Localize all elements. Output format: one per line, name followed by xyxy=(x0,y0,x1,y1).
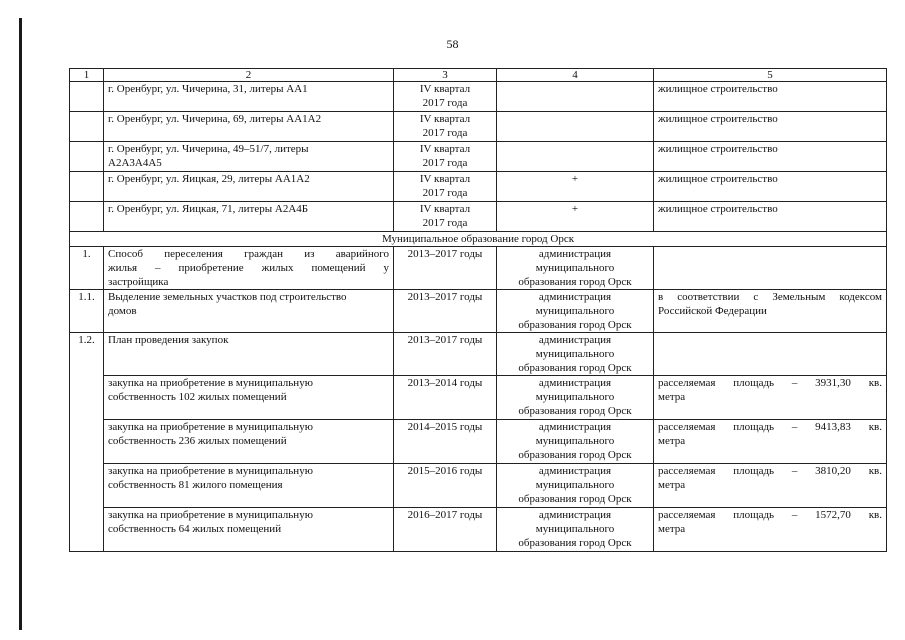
period-line: 2017 года xyxy=(422,187,468,199)
column-4-cell: + xyxy=(497,172,654,202)
note-cell xyxy=(654,290,887,333)
description-line: закупка на приобретение в муниципальную xyxy=(108,465,313,477)
executor-line: администрация xyxy=(538,465,612,477)
location-line: А2А3А4А5 xyxy=(108,157,162,169)
description-line: закупка на приобретение в муниципальную xyxy=(108,377,313,389)
period-line: IV квартал xyxy=(419,173,471,185)
purpose-cell: жилищное строительство xyxy=(654,82,887,112)
section-row xyxy=(70,232,887,247)
description-line: собственность 102 жилых помещений xyxy=(108,391,287,403)
period-cell xyxy=(394,142,497,172)
purpose-cell: жилищное строительство xyxy=(654,142,887,172)
description-cell xyxy=(104,247,394,290)
note-line: расселяемая площадь – 9413,83 кв. xyxy=(658,421,882,433)
executor-cell xyxy=(497,290,654,333)
executor-line: образования город Орск xyxy=(518,362,632,374)
period-line: IV квартал xyxy=(419,113,471,125)
description-line: закупка на приобретение в муниципальную xyxy=(108,421,313,433)
executor-line: муниципального xyxy=(535,391,615,403)
row-number: 1.1. xyxy=(70,290,104,333)
executor-line: муниципального xyxy=(535,348,615,360)
column-4-cell xyxy=(497,112,654,142)
note-line: в соответствии с Земельным кодексом xyxy=(658,291,882,303)
row-number xyxy=(70,202,104,232)
period-cell: 2015–2016 годы xyxy=(394,464,497,508)
header-cell: 5 xyxy=(654,69,887,82)
executor-cell xyxy=(497,376,654,420)
executor-cell xyxy=(497,508,654,552)
note-line: расселяемая площадь – 3810,20 кв. xyxy=(658,465,882,477)
row-number xyxy=(70,172,104,202)
executor-line: администрация xyxy=(538,248,612,260)
description-line: Способ переселения граждан из аварийного xyxy=(108,248,389,260)
table-row xyxy=(70,142,887,172)
table-header-row xyxy=(70,69,887,82)
table-row xyxy=(70,202,887,232)
description-cell xyxy=(104,508,394,552)
location-cell: г. Оренбург, ул. Яицкая, 71, литеры А2А4Б xyxy=(104,202,394,232)
period-cell: 2014–2015 годы xyxy=(394,420,497,464)
header-cell: 2 xyxy=(104,69,394,82)
table-row xyxy=(70,112,887,142)
executor-line: муниципального xyxy=(535,479,615,491)
note-cell xyxy=(654,420,887,464)
executor-line: муниципального xyxy=(535,523,615,535)
row-number xyxy=(70,112,104,142)
executor-cell xyxy=(497,333,654,376)
note-line: расселяемая площадь – 1572,70 кв. xyxy=(658,509,882,521)
description-line: собственность 81 жилого помещения xyxy=(108,479,283,491)
period-cell: 2013–2014 годы xyxy=(394,376,497,420)
description-line: закупка на приобретение в муниципальную xyxy=(108,509,313,521)
description-line: домов xyxy=(108,305,137,317)
period-cell: 2013–2017 годы xyxy=(394,333,497,376)
note-line: метра xyxy=(658,523,686,535)
table-row xyxy=(70,508,887,552)
table-row xyxy=(70,290,887,333)
row-number: 1.2. xyxy=(70,333,104,552)
table-row xyxy=(70,333,887,376)
location-cell: г. Оренбург, ул. Чичерина, 31, литеры АА1 xyxy=(104,82,394,112)
executor-line: образования город Орск xyxy=(518,537,632,549)
description-line: застройщика xyxy=(108,276,169,288)
purpose-cell: жилищное строительство xyxy=(654,112,887,142)
table-row xyxy=(70,464,887,508)
period-cell xyxy=(394,112,497,142)
note-cell xyxy=(654,247,887,290)
column-4-cell: + xyxy=(497,202,654,232)
column-4-cell xyxy=(497,142,654,172)
period-line: 2017 года xyxy=(422,217,468,229)
description-line: собственность 64 жилых помещений xyxy=(108,523,282,535)
executor-cell xyxy=(497,247,654,290)
period-cell xyxy=(394,82,497,112)
executor-cell xyxy=(497,420,654,464)
table-row xyxy=(70,247,887,290)
table-row xyxy=(70,376,887,420)
executor-line: муниципального xyxy=(535,262,615,274)
executor-line: образования город Орск xyxy=(518,405,632,417)
executor-line: муниципального xyxy=(535,435,615,447)
description-line: собственность 236 жилых помещений xyxy=(108,435,287,447)
note-line: метра xyxy=(658,479,686,491)
period-cell xyxy=(394,172,497,202)
header-cell: 4 xyxy=(497,69,654,82)
executor-line: администрация xyxy=(538,334,612,346)
table-row xyxy=(70,172,887,202)
note-line: расселяемая площадь – 3931,30 кв. xyxy=(658,377,882,389)
location-cell: г. Оренбург, ул. Яицкая, 29, литеры АА1А2 xyxy=(104,172,394,202)
location-cell: г. Оренбург, ул. Чичерина, 69, литеры АА1А2 xyxy=(104,112,394,142)
note-line: метра xyxy=(658,435,686,447)
row-number xyxy=(70,142,104,172)
executor-line: муниципального xyxy=(535,305,615,317)
description-cell xyxy=(104,420,394,464)
row-number xyxy=(70,82,104,112)
note-line: Российской Федерации xyxy=(658,305,767,317)
executor-line: администрация xyxy=(538,421,612,433)
location-cell xyxy=(104,142,394,172)
row-number: 1. xyxy=(70,247,104,290)
note-line: метра xyxy=(658,391,686,403)
description-line: жилья – приобретение жилых помещений у xyxy=(108,262,389,274)
executor-line: образования город Орск xyxy=(518,493,632,505)
note-cell xyxy=(654,376,887,420)
column-4-cell xyxy=(497,82,654,112)
description-cell xyxy=(104,376,394,420)
period-cell xyxy=(394,202,497,232)
period-line: 2017 года xyxy=(422,157,468,169)
location-line: г. Оренбург, ул. Чичерина, 49–51/7, литеры xyxy=(108,143,309,155)
executor-line: администрация xyxy=(538,509,612,521)
description-line: Выделение земельных участков под строительство xyxy=(108,291,347,303)
section-title: Муниципальное образование город Орск xyxy=(70,232,887,247)
description-cell xyxy=(104,290,394,333)
note-cell xyxy=(654,333,887,376)
period-cell: 2013–2017 годы xyxy=(394,290,497,333)
left-margin-rule xyxy=(19,18,22,630)
description-cell xyxy=(104,464,394,508)
period-cell: 2016–2017 годы xyxy=(394,508,497,552)
table-row xyxy=(70,420,887,464)
period-line: IV квартал xyxy=(419,83,471,95)
period-line: 2017 года xyxy=(422,127,468,139)
note-cell xyxy=(654,508,887,552)
executor-line: образования город Орск xyxy=(518,449,632,461)
note-cell xyxy=(654,464,887,508)
purpose-cell: жилищное строительство xyxy=(654,172,887,202)
executor-line: администрация xyxy=(538,291,612,303)
header-cell: 3 xyxy=(394,69,497,82)
executor-line: образования город Орск xyxy=(518,276,632,288)
program-table xyxy=(69,68,887,552)
page-number: 58 xyxy=(446,37,459,51)
header-cell: 1 xyxy=(70,69,104,82)
period-line: IV квартал xyxy=(419,143,471,155)
period-line: 2017 года xyxy=(422,97,468,109)
executor-line: образования город Орск xyxy=(518,319,632,331)
description-cell: План проведения закупок xyxy=(104,333,394,376)
period-line: IV квартал xyxy=(419,203,471,215)
table-row xyxy=(70,82,887,112)
purpose-cell: жилищное строительство xyxy=(654,202,887,232)
executor-cell xyxy=(497,464,654,508)
period-cell: 2013–2017 годы xyxy=(394,247,497,290)
executor-line: администрация xyxy=(538,377,612,389)
